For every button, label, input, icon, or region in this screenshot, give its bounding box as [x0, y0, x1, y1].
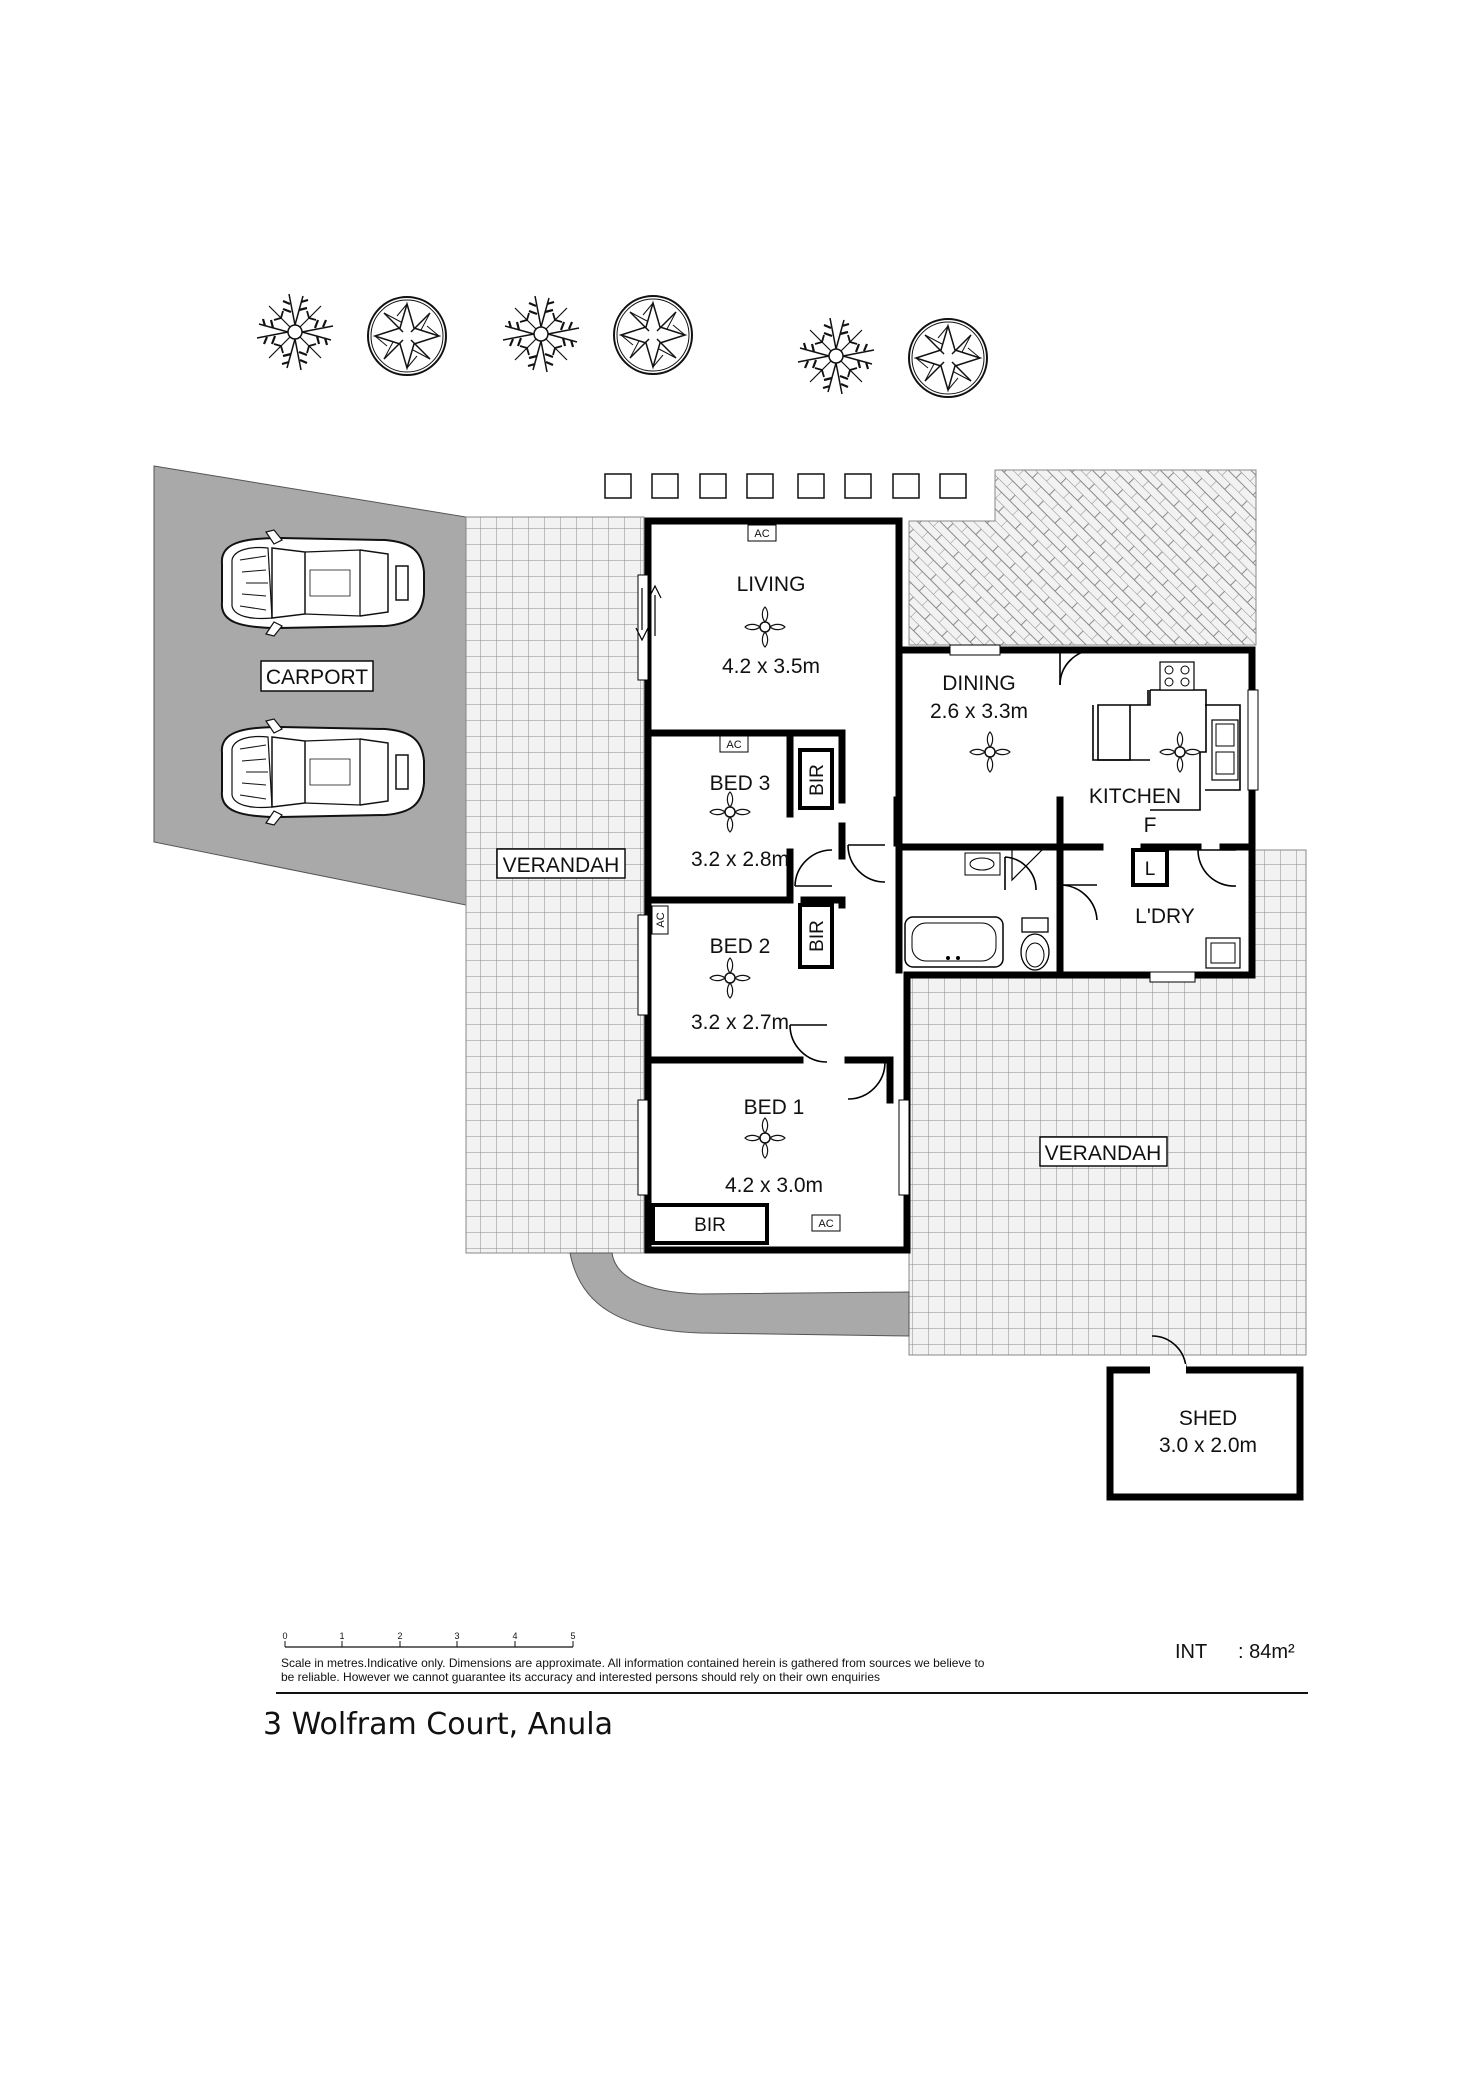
bed2-bir-label: BIR: [807, 920, 828, 952]
bed2-size: 3.2 x 2.7m: [690, 1011, 790, 1034]
toilet-icon: [1021, 918, 1049, 970]
tree-icon: [614, 296, 692, 374]
linen-label: L: [1144, 859, 1156, 880]
footer-divider: [276, 1692, 1308, 1694]
dining-name: DINING: [942, 672, 1016, 695]
ac-bed3-label: AC: [726, 739, 742, 751]
landscape-planting: [257, 294, 987, 397]
sink-icon: [1212, 720, 1238, 780]
cooktop-icon: [1160, 662, 1194, 690]
ac-bed1-label: AC: [818, 1218, 834, 1230]
scale-bar: [282, 1631, 575, 1647]
carport-label: CARPORT: [265, 666, 369, 689]
shrub-icon: [503, 296, 579, 372]
bed2-name: BED 2: [709, 935, 771, 958]
shed-size: 3.0 x 2.0m: [1158, 1434, 1258, 1457]
area-label: INT: [1175, 1641, 1208, 1663]
tree-icon: [909, 319, 987, 397]
fridge-label: F: [1143, 814, 1157, 837]
ac-living-label: AC: [754, 528, 770, 540]
laundry-name: L'DRY: [1135, 905, 1195, 928]
basin-icon: [965, 853, 1000, 875]
scale-tick-5: 5: [570, 1631, 576, 1641]
bathtub-icon: [905, 917, 1003, 967]
area-value: : 84m²: [1238, 1641, 1295, 1663]
bed1-bir-label: BIR: [694, 1215, 726, 1236]
bed3-bir-label: BIR: [807, 764, 828, 796]
scale-tick-4: 4: [512, 1631, 518, 1641]
shrub-icon: [257, 294, 333, 370]
property-address: 3 Wolfram Court, Anula: [263, 1707, 614, 1742]
bed1-name: BED 1: [743, 1096, 805, 1119]
verandah-west: [466, 517, 644, 1253]
scale-tick-1: 1: [339, 1631, 345, 1641]
disclaimer-note: Scale in metres.Indicative only. Dimensions are approximate. All information contained herein is gathered from sources we believe to be reliable. However we cannot guarantee its accuracy and interested persons should rely on their own enquiries: [281, 1656, 985, 1684]
scale-tick-2: 2: [397, 1631, 403, 1641]
tree-icon: [368, 297, 446, 375]
car-icon: [222, 719, 424, 825]
scale-tick-0: 0: [282, 1631, 288, 1641]
living-size: 4.2 x 3.5m: [721, 655, 821, 678]
dining-size: 2.6 x 3.3m: [929, 700, 1029, 723]
stepping-stones: [605, 474, 966, 498]
scale-tick-3: 3: [454, 1631, 460, 1641]
verandah-east-label: VERANDAH: [1044, 1142, 1162, 1165]
verandah-west-label: VERANDAH: [502, 854, 620, 877]
laundry-tub-icon: [1206, 938, 1240, 968]
living-name: LIVING: [736, 573, 806, 596]
bed1-size: 4.2 x 3.0m: [724, 1174, 824, 1197]
ac-bed2-label: AC: [655, 912, 667, 928]
bed3-name: BED 3: [709, 772, 771, 795]
car-icon: [222, 530, 424, 636]
kitchen-name: KITCHEN: [1088, 785, 1182, 808]
shrub-icon: [798, 318, 874, 394]
shed-name: SHED: [1178, 1407, 1238, 1430]
garden-path: [570, 1253, 909, 1336]
bed3-size: 3.2 x 2.8m: [690, 848, 790, 871]
